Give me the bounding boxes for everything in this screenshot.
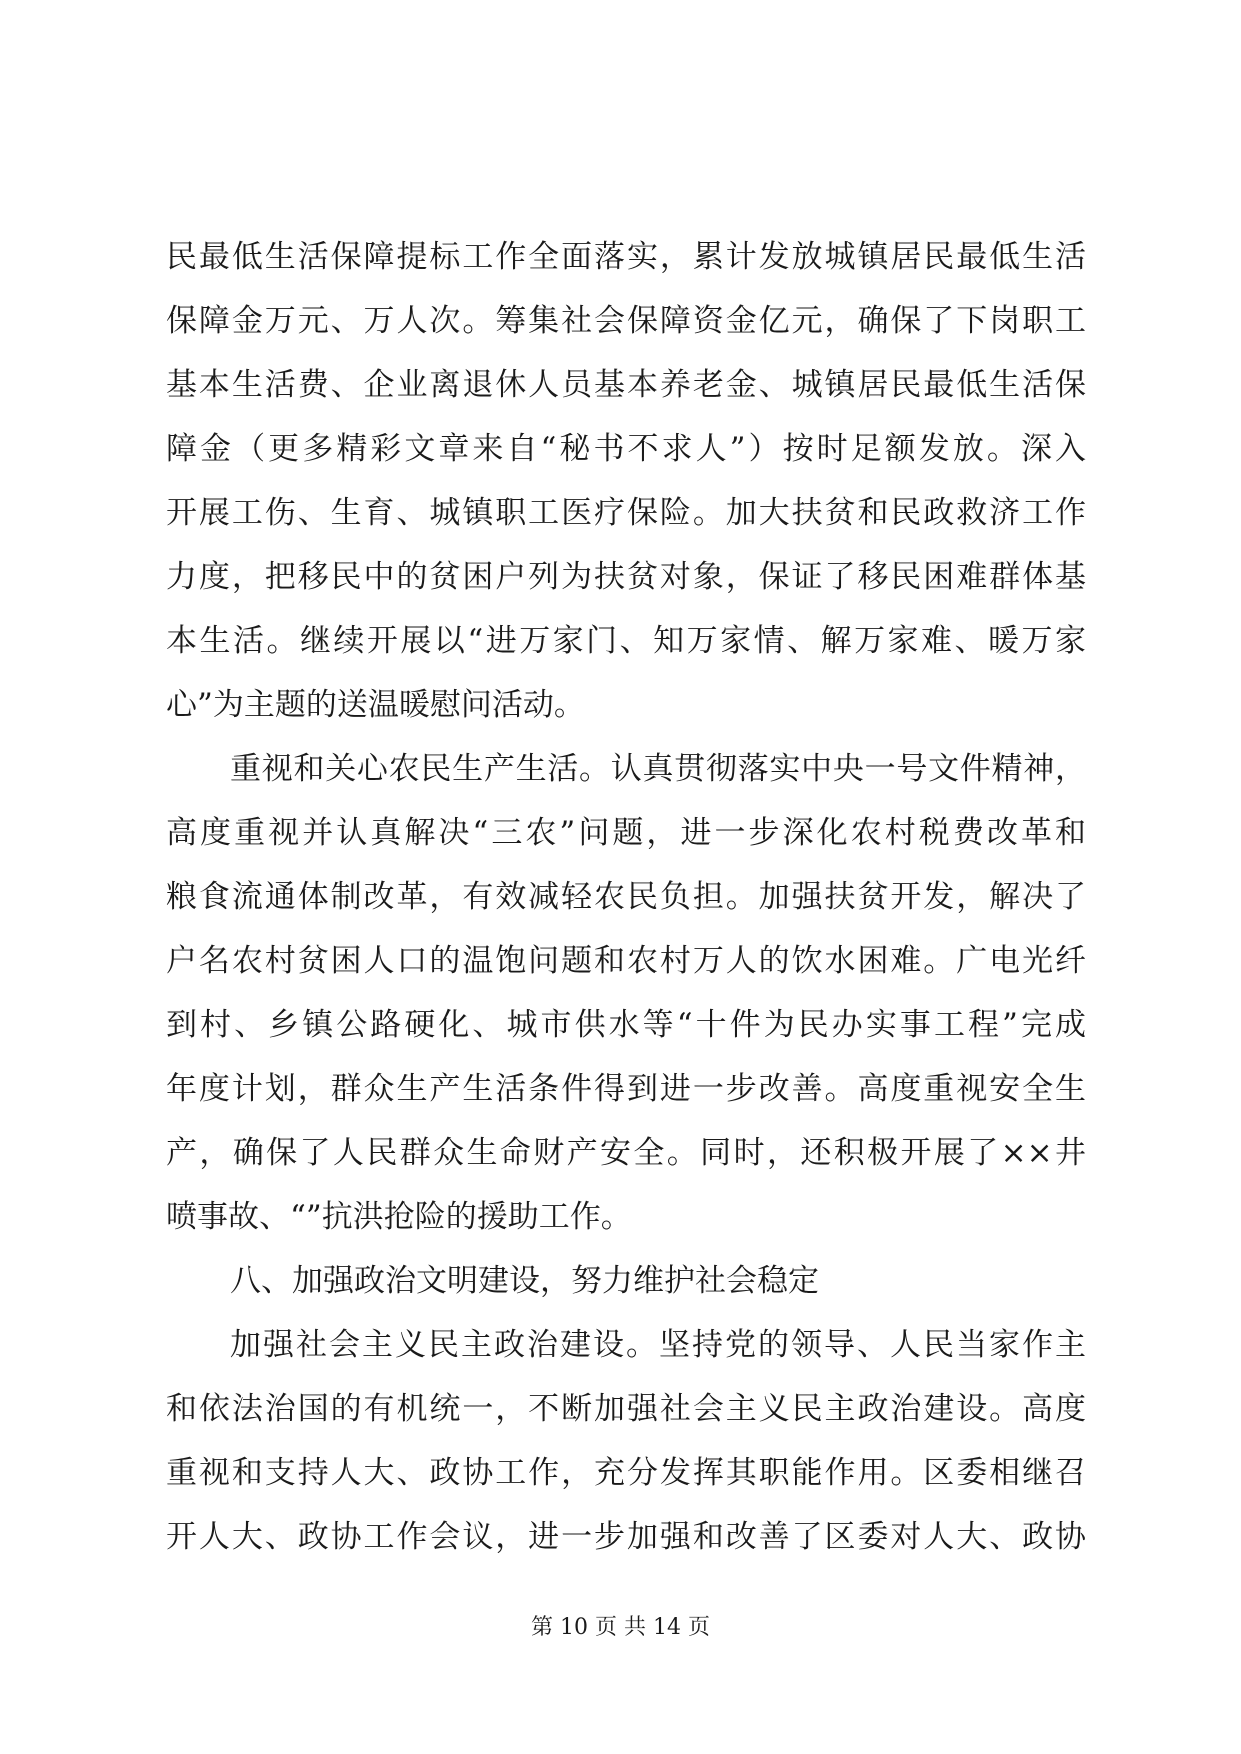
text-line: 民最低生活保障提标工作全面落实，累计发放城镇居民最低生活 <box>166 239 1086 275</box>
text-line: 基本生活费、企业离退休人员基本养老金、城镇居民最低生活保 <box>166 367 1086 403</box>
text-line: 本生活。继续开展以“进万家门、知万家情、解万家难、暖万家 <box>166 623 1086 659</box>
text-line: 产，确保了人民群众生命财产安全。同时，还积极开展了××井 <box>166 1135 1086 1171</box>
text-line: 粮食流通体制改革，有效减轻农民负担。加强扶贫开发，解决了 <box>166 879 1086 915</box>
text-line: 力度，把移民中的贫困户列为扶贫对象，保证了移民困难群体基 <box>166 559 1086 595</box>
text-line: 加强社会主义民主政治建设。坚持党的领导、人民当家作主 <box>230 1327 1086 1363</box>
text-line: 到村、乡镇公路硬化、城市供水等“十件为民办实事工程”完成 <box>166 1007 1086 1043</box>
section-heading: 八、加强政治文明建设，努力维护社会稳定 <box>230 1263 819 1299</box>
text-line: 重视和关心农民生产生活。认真贯彻落实中央一号文件精神， <box>230 751 1086 787</box>
text-line: 高度重视并认真解决“三农”问题，进一步深化农村税费改革和 <box>166 815 1086 851</box>
text-line: 年度计划，群众生产生活条件得到进一步改善。高度重视安全生 <box>166 1071 1086 1107</box>
text-line: 户名农村贫困人口的温饱问题和农村万人的饮水困难。广电光纤 <box>166 943 1086 979</box>
text-line: 重视和支持人大、政协工作，充分发挥其职能作用。区委相继召 <box>166 1455 1086 1491</box>
text-line: 和依法治国的有机统一，不断加强社会主义民主政治建设。高度 <box>166 1391 1086 1427</box>
text-line: 保障金万元、万人次。筹集社会保障资金亿元，确保了下岗职工 <box>166 303 1086 339</box>
text-line: 开展工伤、生育、城镇职工医疗保险。加大扶贫和民政救济工作 <box>166 495 1086 531</box>
text-line: 心”为主题的送温暖慰问活动。 <box>166 687 585 723</box>
page-number-footer: 第 10 页 共 14 页 <box>531 1615 710 1640</box>
text-line: 障金（更多精彩文章来自“秘书不求人”）按时足额发放。深入 <box>166 431 1086 467</box>
text-line: 开人大、政协工作会议，进一步加强和改善了区委对人大、政协 <box>166 1519 1086 1555</box>
text-line: 喷事故、“”抗洪抢险的援助工作。 <box>166 1199 632 1235</box>
